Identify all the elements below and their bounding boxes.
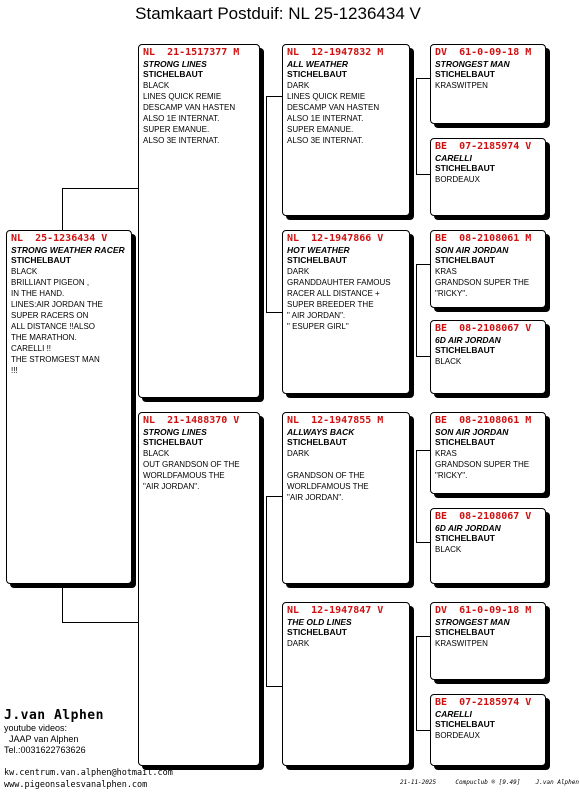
info-line: DESCAMP VAN HASTEN <box>287 103 380 112</box>
info-line: CARELLI !! <box>11 344 52 353</box>
owner-name: STICHELBAUT <box>435 533 495 543</box>
ring-number: DV 61-0-09-18 M <box>435 47 532 58</box>
breeder-line: Tel.:0031622763626 <box>4 745 86 755</box>
info-line: BLACK <box>143 81 170 90</box>
connector <box>62 584 63 622</box>
connector <box>62 188 63 230</box>
great-grandparent-card <box>430 320 546 394</box>
connector <box>62 622 138 623</box>
info-line: WORLDFAMOUS THE <box>143 471 225 480</box>
pigeon-name: SON AIR JORDAN <box>435 245 509 255</box>
owner-name: STICHELBAUT <box>143 69 203 79</box>
info-line: DARK <box>287 267 310 276</box>
great-grandparent-card <box>430 44 546 124</box>
info-line: KRAS <box>435 449 457 458</box>
info-line: BORDEAUX <box>435 731 480 740</box>
info-line: SUPER BREEDER THE <box>287 300 374 309</box>
info-line: LINES:AIR JORDAN THE <box>11 300 103 309</box>
owner-name: STICHELBAUT <box>143 437 203 447</box>
ring-number: BE 08-2108061 M <box>435 233 532 244</box>
info-line: DESCAMP VAN HASTEN <box>143 103 236 112</box>
ring-number: NL 21-1517377 M <box>143 47 240 58</box>
pigeon-name: SON AIR JORDAN <box>435 427 509 437</box>
info-line: IN THE HAND. <box>11 289 65 298</box>
great-grandparent-card <box>430 694 546 766</box>
info-line: WORLDFAMOUS THE <box>287 482 369 491</box>
software-name: Compuclub ® [9.49] <box>455 779 521 786</box>
info-line: BLACK <box>435 545 462 554</box>
owner-name: STICHELBAUT <box>435 69 495 79</box>
owner-name: STICHELBAUT <box>435 437 495 447</box>
info-line: SUPER RACERS ON <box>11 311 89 320</box>
info-line: KRASWITPEN <box>435 639 488 648</box>
info-line: BRILLIANT PIGEON , <box>11 278 90 287</box>
pigeon-name: STRONG LINES <box>143 427 207 437</box>
info-line: "AIR JORDAN". <box>287 493 344 502</box>
connector <box>416 636 430 637</box>
connector <box>416 636 417 730</box>
connector <box>266 686 282 687</box>
breeder-name: J.van Alphen <box>4 708 104 723</box>
info-line: BLACK <box>143 449 170 458</box>
info-line: DARK <box>287 639 310 648</box>
footer-info <box>400 779 579 786</box>
info-line: " ESUPER GIRL" <box>287 322 349 331</box>
pigeon-name: THE OLD LINES <box>287 617 352 627</box>
great-grandparent-card <box>430 138 546 216</box>
info-line: "RICKY". <box>435 471 468 480</box>
pigeon-name: CARELLI <box>435 153 472 163</box>
info-line: BLACK <box>11 267 38 276</box>
grandparent-card <box>282 230 410 394</box>
great-grandparent-card <box>430 230 546 308</box>
info-line: THE MARATHON. <box>11 333 77 342</box>
connector <box>416 174 430 175</box>
breeder-line: JAAP van Alphen <box>4 734 79 744</box>
grandparent-card <box>282 602 410 766</box>
info-line: RACER ALL DISTANCE + <box>287 289 380 298</box>
pigeon-name: STRONGEST MAN <box>435 617 510 627</box>
info-line: !!! <box>11 366 18 375</box>
ring-number: NL 12-1947847 V <box>287 605 384 616</box>
connector <box>416 730 430 731</box>
ring-number: BE 07-2185974 V <box>435 697 532 708</box>
info-line: "RICKY". <box>435 289 468 298</box>
owner-name: STICHELBAUT <box>287 627 347 637</box>
ring-number: BE 08-2108067 V <box>435 511 532 522</box>
info-line: LINES QUICK REMIE <box>287 92 366 101</box>
info-line <box>287 459 405 470</box>
owner-name: STICHELBAUT <box>435 345 495 355</box>
info-line: BLACK <box>435 357 462 366</box>
owner-name: STICHELBAUT <box>435 719 495 729</box>
connector <box>266 496 267 686</box>
print-date: 21-11-2025 <box>400 779 437 786</box>
info-line: SUPER EMANUE. <box>143 125 210 134</box>
contact-email: kw.centrum.van.alphen@hotmail.com <box>4 768 173 778</box>
info-line: THE STROMGEST MAN <box>11 355 100 364</box>
owner-name: STICHELBAUT <box>287 69 347 79</box>
author-name: J.van Alphen <box>535 779 579 786</box>
ring-number: NL 12-1947855 M <box>287 415 384 426</box>
connector <box>266 96 267 312</box>
info-line: KRASWITPEN <box>435 81 488 90</box>
great-grandparent-card <box>430 412 546 494</box>
info-line: ALSO 1E INTERNAT. <box>287 114 364 123</box>
breeder-info <box>4 708 104 756</box>
sire-card <box>138 44 260 398</box>
grandparent-card <box>282 412 410 584</box>
info-line: GRANDSON OF THE <box>287 471 365 480</box>
info-line: DARK <box>287 81 310 90</box>
dam-card <box>138 412 260 766</box>
info-line: ALSO 1E INTERNAT. <box>143 114 220 123</box>
grandparent-card <box>282 44 410 216</box>
owner-name: STICHELBAUT <box>287 255 347 265</box>
pigeon-name: HOT WEATHER <box>287 245 350 255</box>
pigeon-name: ALL WEATHER <box>287 59 349 69</box>
ring-number: NL 12-1947866 V <box>287 233 384 244</box>
owner-name: STICHELBAUT <box>287 437 347 447</box>
info-line: KRAS <box>435 267 457 276</box>
ring-number: NL 12-1947832 M <box>287 47 384 58</box>
pigeon-name: STRONG WEATHER RACER <box>11 245 125 255</box>
great-grandparent-card <box>430 602 546 680</box>
info-line: ALSO 3E INTERNAT. <box>287 136 364 145</box>
info-line: SUPER EMANUE. <box>287 125 354 134</box>
info-line: GRANDDAUHTER FAMOUS <box>287 278 391 287</box>
owner-name: STICHELBAUT <box>435 163 495 173</box>
pigeon-name: STRONGEST MAN <box>435 59 510 69</box>
connector <box>416 264 417 356</box>
pigeon-name: STRONG LINES <box>143 59 207 69</box>
subject-card <box>6 230 132 584</box>
info-line: "AIR JORDAN". <box>143 482 200 491</box>
info-line: ALL DISTANCE !!ALSO <box>11 322 96 331</box>
connector <box>266 496 282 497</box>
connector <box>62 188 138 189</box>
info-line: OUT GRANDSON OF THE <box>143 460 240 469</box>
owner-name: STICHELBAUT <box>435 627 495 637</box>
ring-number: BE 08-2108061 M <box>435 415 532 426</box>
connector <box>416 264 430 265</box>
info-line: " AIR JORDAN". <box>287 311 346 320</box>
ring-number: BE 07-2185974 V <box>435 141 532 152</box>
ring-number: BE 08-2108067 V <box>435 323 532 334</box>
connector <box>266 96 282 97</box>
page-title: Stamkaart Postduif: NL 25-1236434 V <box>135 4 421 23</box>
connector <box>416 542 430 543</box>
info-line: LINES QUICK REMIE <box>143 92 222 101</box>
ring-number: NL 21-1488370 V <box>143 415 240 426</box>
connector <box>266 312 282 313</box>
connector <box>416 450 430 451</box>
pigeon-name: CARELLI <box>435 709 472 719</box>
owner-name: STICHELBAUT <box>435 255 495 265</box>
pigeon-name: 6D AIR JORDAN <box>435 335 501 345</box>
connector <box>416 356 430 357</box>
info-line: DARK <box>287 449 310 458</box>
ring-number: DV 61-0-09-18 M <box>435 605 532 616</box>
great-grandparent-card <box>430 508 546 584</box>
info-line: GRANDSON SUPER THE <box>435 460 530 469</box>
pigeon-name: 6D AIR JORDAN <box>435 523 501 533</box>
info-line: BORDEAUX <box>435 175 480 184</box>
connector <box>416 78 430 79</box>
contact-website: www.pigeonsalesvanalphen.com <box>4 780 148 790</box>
info-line: GRANDSON SUPER THE <box>435 278 530 287</box>
pigeon-name: ALLWAYS BACK <box>287 427 355 437</box>
connector <box>416 78 417 174</box>
ring-number: NL 25-1236434 V <box>11 233 108 244</box>
info-line: ALSO 3E INTERNAT. <box>143 136 220 145</box>
connector <box>416 450 417 542</box>
breeder-line: youtube videos: <box>4 723 68 733</box>
owner-name: STICHELBAUT <box>11 255 71 265</box>
